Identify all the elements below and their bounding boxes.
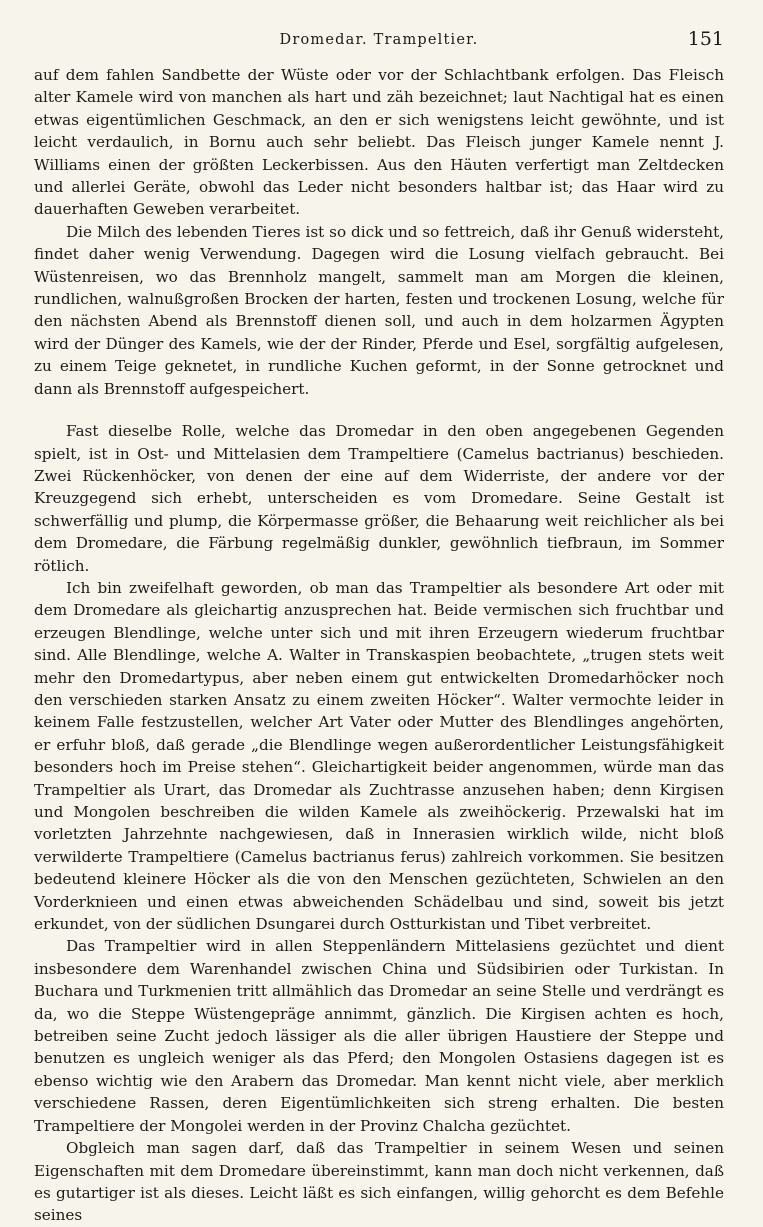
- paragraph-temperament: Obgleich man sagen darf, daß das Trampeltier in seinem Wesen und seinen Eigenschaften mit dem Dromedare übereinstimmt, kann man doch nicht verkennen, daß es gutartiger ist als dieses. Leicht läßt es sich einfangen, willig gehorcht es dem Befehle seines: [34, 1139, 724, 1225]
- paragraph-bactrian-intro: Fast dieselbe Rolle, welche das Dromedar in den oben angegebenen Gegenden spielt, ist in Ost- und Mittelasien dem Trampeltiere (Camelus bactrianus) beschieden. Zwei Rückenhöcker, von denen der eine auf dem Widerriste, der andere vor der Kreuzgegend sich erhebt, unterscheiden es vom Dromedare. Seine Gestalt ist schwerfällig und plump, die Körpermasse größer, die Behaarung weit reichlicher als bei dem Dromedare, die Färbung regelmäßig dunkler, gewöhnlich tiefbraun, im Sommer rötlich.: [34, 422, 724, 575]
- paragraph-breeding-regions: Das Trampeltier wird in allen Steppenländern Mittelasiens gezüchtet und dient insbesondere dem Warenhandel zwischen China und Südsibirien oder Turkistan. In Buchara und Turkmenien tritt allmählich das Dromedar an seine Stelle und verdrängt es da, wo die Steppe Wüstengepräge annimmt, gänzlich. Die Kirgisen achten es hoch, betreiben seine Zucht jedoch lässiger als die aller übrigen Haustiere der Steppe und benutzen es ungleich weniger als das Pferd; den Mongolen Ostasiens dagegen ist es ebenso wichtig wie den Arabern das Dromedar. Man kennt nicht viele, aber merklich verschiedene Rassen, deren Eigentümlichkeiten sich streng erhalten. Die besten Trampeltiere der Mongolei werden in der Provinz Chalcha gezüchtet.: [34, 937, 724, 1135]
- page-number: 151: [687, 28, 724, 50]
- paragraph-hybrids: Ich bin zweifelhaft geworden, ob man das Trampeltier als besondere Art oder mit dem Dromedare als gleichartig anzusprechen hat. Beide vermischen sich fruchtbar und erzeugen Blendlinge, welche unter sich und mit ihren Erzeugern wiederum fruchtbar sind. Alle Blendlinge, welche A. Walter in Transkaspien beobachtete, „trugen stets weit mehr den Dromedartypus, aber neben einem gut entwickelten Dromedarhöcker noch den verschieden starken Ansatz zu einem zweiten Höcker“. Walter vermochte leider in keinem Falle festzustellen, welcher Art Vater oder Mutter des Blendlinges angehörten, er erfuhr bloß, daß gerade „die Blendlinge wegen außerordentlicher Leistungsfähigkeit besonders hoch im Preise stehen“. Gleichartigkeit beider angenommen, würde man das Trampeltier als Urart, das Dromedar als Zuchtrasse anzusehen haben; denn Kirgisen und Mongolen beschreiben die wilden Kamele als zweihöckerig. Przewalski hat im vorletzten Jahrzehnte nachgewiesen, daß in Innerasien wirklich wilde, nicht bloß verwilderte Trampeltiere (Camelus bactrianus ferus) zahlreich vorkommen. Sie besitzen bedeutend kleinere Höcker als die von den Menschen gezüchteten, Schwielen an den Vorderknieen und einen etwas abweichenden Schädelbau und sind, soweit bis jetzt erkundet, von der südlichen Dsungarei durch Ostturkistan und Tibet verbreitet.: [34, 578, 724, 934]
- book-page: [34, 28, 724, 1227]
- paragraph-meat-and-hides: auf dem fahlen Sandbette der Wüste oder vor der Schlachtbank erfolgen. Das Fleisch alter Kamele wird von manchen als hart und zäh bezeichnet; laut Nachtigal hat es einen etwas eigentümlichen Geschmack, an den er sich wenigstens leicht gewöhnte, und ist leicht verdaulich, in Bornu auch sehr beliebt. Das Fleisch junger Kamele nennt J. Williams einen der größten Leckerbissen. Aus den Häuten verfertigt man Zeltdecken und allerlei Geräte, obwohl das Leder nicht besonders haltbar ist; das Haar wird zu dauerhaften Geweben verarbeitet.: [34, 66, 724, 219]
- paragraph-milk-and-dung: Die Milch des lebenden Tieres ist so dick und so fettreich, daß ihr Genuß widersteht, findet daher wenig Verwendung. Dagegen wird die Losung vielfach gebraucht. Bei Wüstenreisen, wo das Brennholz mangelt, sammelt man am Morgen die kleinen, rundlichen, walnußgroßen Brocken der harten, festen und trockenen Losung, welche für den nächsten Abend als Brennstoff dienen soll, und auch in dem holzarmen Ägypten wird der Dünger des Kamels, wie der der Rinder, Pferde und Esel, sorgfältig aufgelesen, zu einem Teige geknetet, in rundliche Kuchen geformt, in der Sonne getrocknet und dann als Brennstoff aufgespeichert.: [34, 222, 724, 398]
- body-text: [34, 64, 724, 1227]
- running-head: Dromedar. Trampeltier.: [279, 32, 479, 48]
- page-header: [34, 28, 724, 58]
